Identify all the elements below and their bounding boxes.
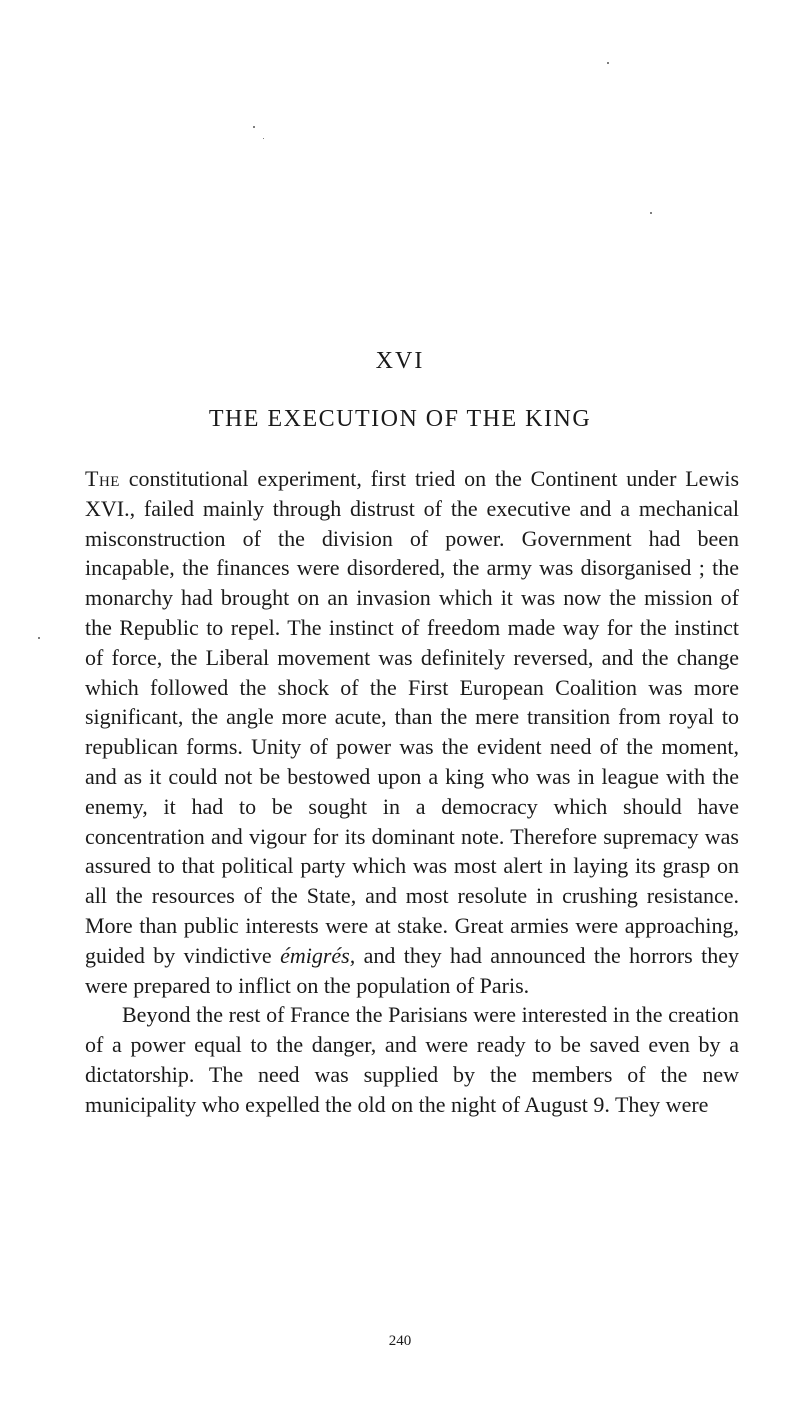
italic-term: émigrés, — [280, 942, 356, 968]
paragraph — [85, 464, 739, 1000]
chapter-number: XVI — [375, 348, 425, 374]
chapter-body — [85, 464, 739, 1120]
scan-speck — [38, 637, 40, 639]
paragraph-text: constitutional experiment, first tried on the Continent under Lewis XVI., failed mainly through distrust of the executive and a mechanical misconstruction of the division of power. Government had been incapable, the finances were disordered, the army was disorganised ; the monarchy had brought on an invasion which it was now the mission of the Republic to repel. The instinct of freedom made way for the instinct of force, the Liberal movement was definitely reversed, and the change which followed the shock of the First European Coalition was more significant, the angle more acute, than the mere transition from royal to republican forms. Unity of power was the evident need of the moment, and as it could not be bestowed upon a king who was in league with the enemy, it had to be sought in a democracy which should have concentration and vigour for its dominant note. Therefore supremacy was assured to that political party which was most alert in laying its grasp on all the resources of the State, and most resolute in crushing resistance. More than public interests were at stake. Great armies were approaching, guided by vindictive — [85, 466, 739, 968]
paragraph-text: Beyond the rest of France the Parisians were interested in the creation of a power equal to the danger, and were ready to be saved even by a dictatorship. The need was supplied by the members of the new municipality who expelled the old on the night of August 9. They were — [85, 1002, 739, 1117]
scan-speck — [607, 62, 609, 64]
chapter-title: THE EXECUTION OF THE KING — [208, 406, 592, 432]
scan-speck — [650, 212, 652, 214]
scan-speck — [253, 126, 255, 128]
paragraph-lead-word: The — [85, 466, 120, 491]
page-number: 240 — [388, 1333, 412, 1349]
paragraph-text: and they had announced the horrors they were prepared to inflict on the population of Paris. — [85, 942, 740, 998]
scan-speck — [263, 138, 264, 139]
paragraph — [85, 1000, 739, 1119]
